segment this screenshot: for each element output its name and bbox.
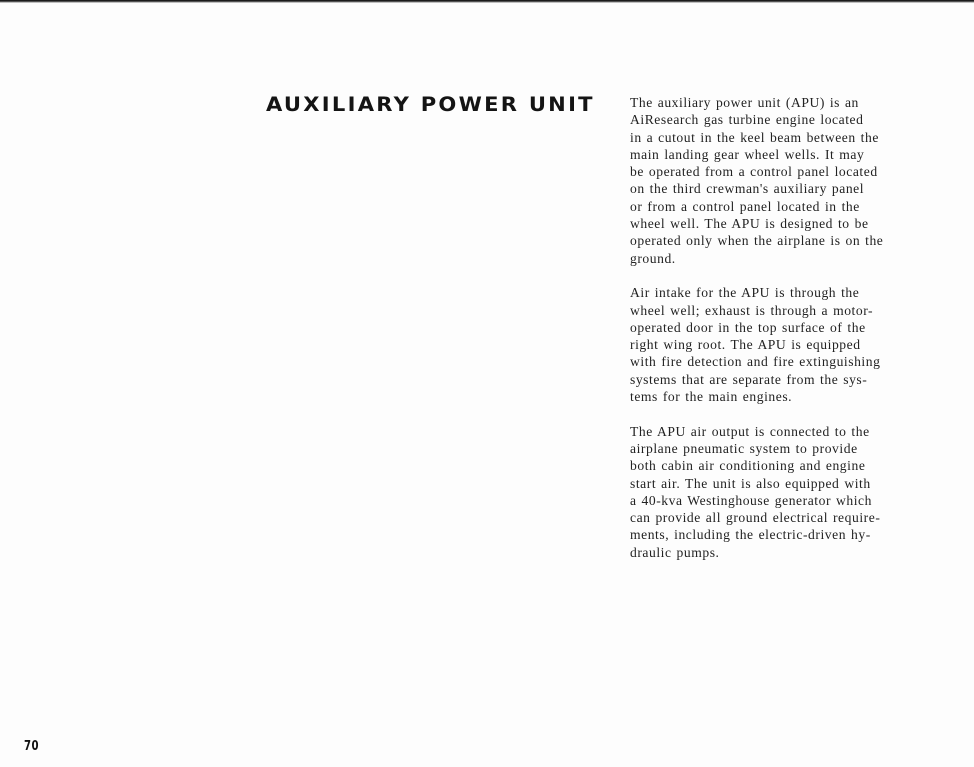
text-line: The auxiliary power unit (APU) is an <box>630 95 859 110</box>
text-line: start air. The unit is also equipped with <box>630 475 871 491</box>
paragraph-2 <box>630 284 930 405</box>
body-text-column <box>630 94 930 578</box>
text-line: draulic pumps. <box>630 544 720 560</box>
text-line: wheel well. The APU is designed to be <box>630 216 869 232</box>
page-top-edge <box>0 0 974 3</box>
text-line: a 40-kva Westinghouse generator which <box>630 492 872 508</box>
text-line: operated door in the top surface of the <box>630 319 866 335</box>
page-number: 70 <box>24 739 39 754</box>
text-line: ments, including the electric-driven hy- <box>630 527 871 543</box>
text-line: ground. <box>630 250 676 266</box>
text-line: AiResearch gas turbine engine located <box>630 112 864 128</box>
paragraph-3 <box>630 423 930 561</box>
text-line: on the third crewman's auxiliary panel <box>630 181 865 197</box>
text-line: operated only when the airplane is on the <box>630 233 884 249</box>
text-line: in a cutout in the keel beam between the <box>630 129 879 145</box>
text-line: wheel well; exhaust is through a motor- <box>630 302 874 318</box>
text-line: tems for the main engines. <box>630 389 793 405</box>
text-line: with fire detection and fire extinguishing <box>630 354 881 370</box>
text-line: right wing root. The APU is equipped <box>630 337 861 353</box>
text-line: be operated from a control panel located <box>630 164 878 180</box>
text-line: Air intake for the APU is through the <box>630 285 860 301</box>
section-heading: AUXILIARY POWER UNIT <box>266 93 595 116</box>
text-line: main landing gear wheel wells. It may <box>630 146 865 162</box>
paragraph-1 <box>630 94 930 267</box>
text-line: airplane pneumatic system to provide <box>630 440 858 456</box>
text-line: The APU air output is connected to the <box>630 423 870 439</box>
text-line: systems that are separate from the sys- <box>630 371 868 387</box>
text-line: can provide all ground electrical require- <box>630 510 881 526</box>
text-line: both cabin air conditioning and engine <box>630 458 866 474</box>
text-line: or from a control panel located in the <box>630 198 860 214</box>
